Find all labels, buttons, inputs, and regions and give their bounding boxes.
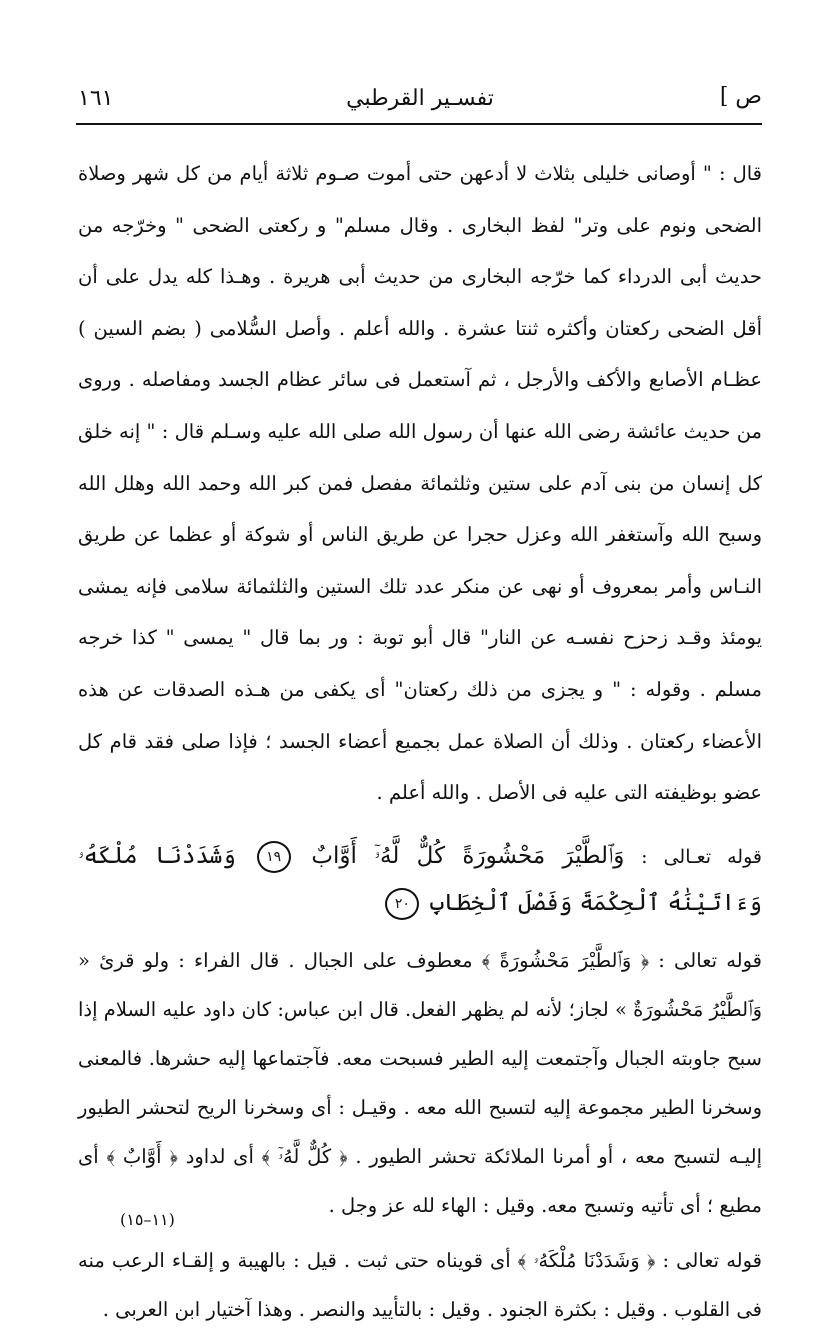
aya-number-marker: ٢٠ xyxy=(385,888,419,920)
header-rule xyxy=(76,123,762,125)
verse-text-1: وَٱلطَّيْرَ مَحْشُورَةً كُلٌّ لَّهُۥٓ أَوَّابٌ xyxy=(311,842,625,869)
verse-label: قوله تعـالى : xyxy=(641,845,762,868)
running-title: تفسـير القرطبي xyxy=(346,86,494,111)
page-header xyxy=(78,82,762,118)
commentary-paragraph: قوله تعالى : ﴿ وَٱلطَّيْرَ مَحْشُورَةً ﴾ معطوف على الجبال . قال الفراء : ولو قرئ « وَٱلطَّيْرُ مَحْشُورَةٌ » لجاز؛ لأنه لم يظهر الفعل. قال ابن عباس: كان داود عليه السلام إذا سبح جاوبته الجبال وآجتمعت إليه الطير فسبحت معه. فآجتماعها إليه حشرها. فالمعنى وسخرنا الطير مجموعة إليه لتسبح الله معه . وقيـل : أى وسخرنا الريح لتحشر الطيور إليـه لتسبح معه ، أو أمرنا الملائكة تحشر الطيور . ﴿ كُلٌّ لَّهُۥٓ ﴾ أى لداود ﴿ أَوَّابٌ ﴾ أى مطيع ؛ أى تأتيه وتسبح معه. وقيل : الهاء لله عز وجل . xyxy=(78,948,762,1217)
page-body xyxy=(78,148,762,1334)
page-number: ١٦١ xyxy=(78,86,114,111)
quran-verse xyxy=(78,833,762,926)
printer-signature: (١١–١٥) xyxy=(120,1210,175,1229)
paragraph-hadith: قال : " أوصانى خليلى بثلاث لا أدعهن حتى أموت صـوم ثلاثة أيام من كل شهر وصلاة الضحى ونوم على وتر" لفظ البخارى . وقال مسلم" و ركعتى الضحى " وخرّجه من حديث أبى الدرداء كما خرّجه البخارى من حديث أبى هريرة . وهـذا كله يدل على أن أقل الضحى ركعتان وأكثره ثنتا عشرة . والله أعلم . وأصل السُّلامى ( بضم السين ) عظـام الأصابع والأكف والأرجل ، ثم آستعمل فى سائر عظام الجسد ومفاصله . وروى من حديث عائشة رضى الله عنها أن رسول الله صلى الله عليه وسـلم قال : " إنه خلق كل إنسان من بنى آدم على ستين وثلثمائة مفصل فمن كبر الله وحمد الله وهلل الله وسبح الله وآستغفر الله وعزل حجرا عن طريق الناس أو شوكة أو عظما عن طريق النـاس وأمر بمعروف أو نهى عن منكر عدد تلك الستين والثلثمائة سلامى فإنه يمشى يومئذ وقـد زحزح نفسـه عن النار" قال أبو توبة : ور بما قال " يمسى " كذا خرجه مسلم . وقوله : " و يجزى من ذلك ركعتان" أى يكفى من هـذه الصدقات عن هذه الأعضاء ركعتان . وذلك أن الصلاة عمل بجميع أعضاء الجسد ؛ فإذا صلى فقد قام كل عضو بوظيفته التى عليه فى الأصل . والله أعلم . xyxy=(78,162,762,805)
aya-number-marker: ١٩ xyxy=(257,841,291,873)
verse-text-2: وَشَدَدْنَا مُلْكَهُۥ وَءَاتَيْنَٰهُ ٱلْحِكْمَةَ وَفَصْلَ ٱلْخِطَابِ xyxy=(78,842,762,916)
commentary-paragraph: قوله تعالى : ﴿ وَشَدَدْنَا مُلْكَهُۥ ﴾ أى قويناه حتى ثبت . قيل : بالهيبة و إلقـاء الرعب منه فى القلوب . وقيل : بكثرة الجنود . وقيل : بالتأييد والنصر . وهذا آختيار ابن العربى . xyxy=(78,1248,762,1321)
surah-marker: ص ] xyxy=(719,84,762,109)
